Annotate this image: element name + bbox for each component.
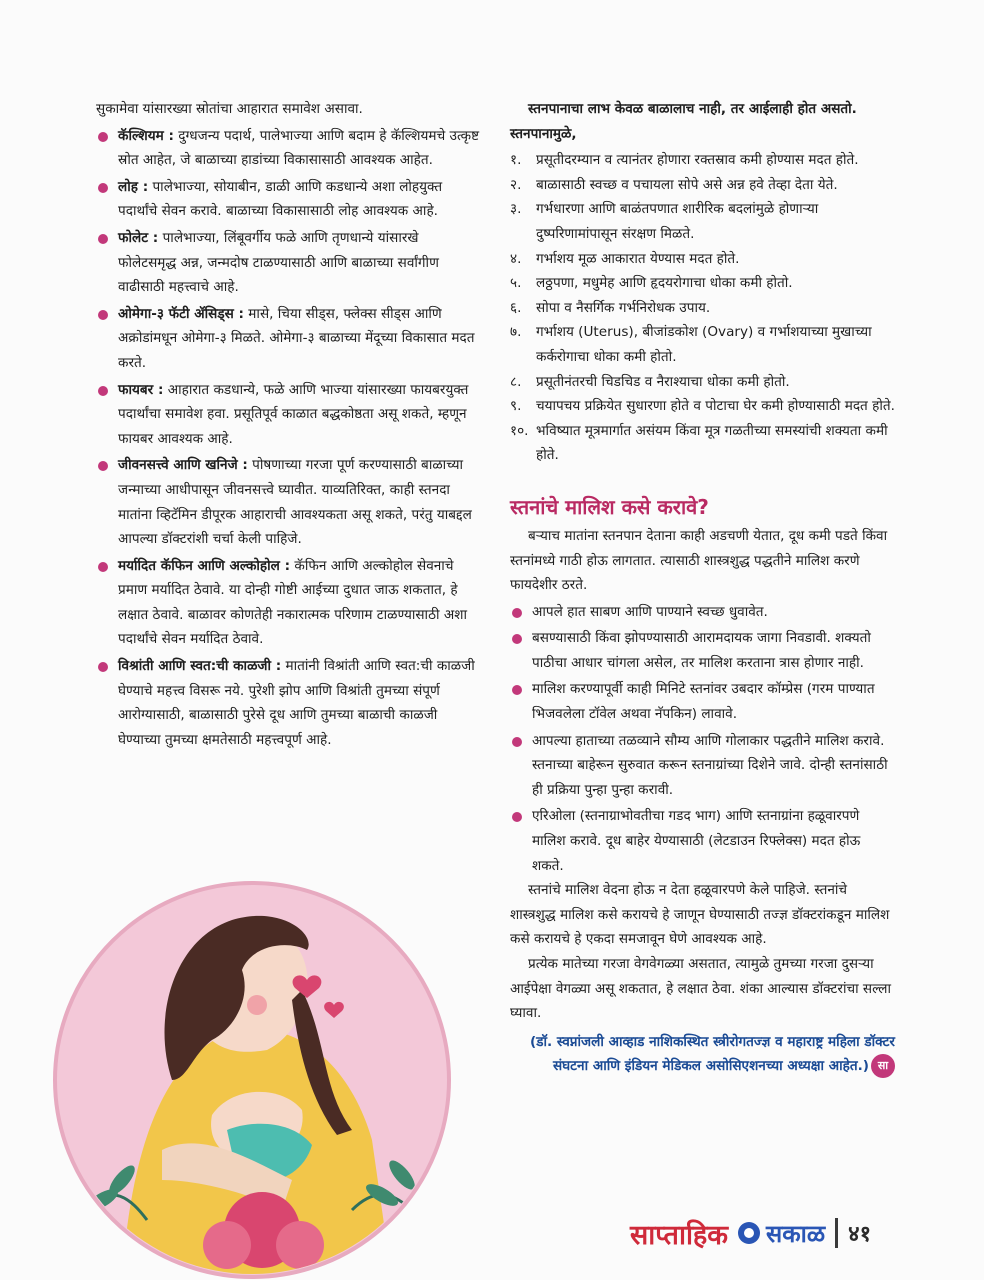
- mother-baby-illustration: [52, 880, 452, 1280]
- magazine-footer: [630, 1212, 871, 1254]
- nutrient-item: [96, 302, 480, 376]
- nutrient-term: ओमेगा-३ फॅटी ॲसिड्स :: [118, 305, 244, 322]
- author-bio-text: (डॉ. स्वप्नांजली आव्हाड नाशिकस्थित स्त्रीरोगतज्ज्ञ व महाराष्ट्र महिला डॉक्टर संघटना आणि इंडियन मेडिकल असोसिएशनच्या अध्यक्षा आहेत.): [530, 1033, 895, 1074]
- benefit-item: [510, 320, 895, 369]
- footer-divider: [835, 1218, 838, 1248]
- nutrient-item: [96, 226, 480, 300]
- nutrient-item: [96, 453, 480, 551]
- nutrient-text: आहारात कडधान्ये, फळे आणि भाज्या यांसारख्या फायबरयुक्त पदार्थांचा समावेश हवा. प्रसूतिपूर्व काळात बद्धकोष्ठता असू शकते, म्हणून फायबर आवश्यक आहे.: [118, 381, 469, 447]
- page-number: ४१: [848, 1222, 872, 1247]
- nutrient-term: फायबर :: [118, 381, 164, 398]
- benefit-number: १.: [510, 152, 522, 169]
- massage-step: आपल्या हाताच्या तळव्याने सौम्य आणि गोलाकार पद्धतीने मालिश करावे. स्तनाच्या बाहेरून सुरुवात करून स्तनाग्रांच्या दिशेने जावे. दोन्ही स्तनांसाठी ही प्रक्रिया पुन्हा पुन्हा करावी.: [510, 729, 895, 803]
- benefit-number: ९.: [510, 398, 522, 415]
- benefit-text: लठ्ठपणा, मधुमेह आणि हृदयरोगाचा धोका कमी होतो.: [536, 275, 793, 292]
- benefit-text: गर्भधारणा आणि बाळंतपणात शारीरिक बदलांमुळे होणाऱ्या दुष्परिणामांपासून संरक्षण मिळते.: [536, 201, 819, 242]
- benefit-item: [510, 197, 895, 246]
- nutrient-item: [96, 124, 480, 173]
- massage-heading: स्तनांचे मालिश कसे करावे?: [510, 494, 709, 519]
- benefit-text: प्रसूतीदरम्यान व त्यानंतर होणारा रक्तस्राव कमी होण्यास मदत होते.: [536, 152, 859, 169]
- benefit-text: प्रसूतीनंतरची चिडचिड व नैराश्याचा धोका कमी होतो.: [536, 373, 790, 390]
- benefit-item: [510, 394, 895, 419]
- nutrient-term: लोह :: [118, 178, 149, 195]
- massage-para-1: स्तनांचे मालिश वेदना होऊ न देता हळूवारपणे केले पाहिजे. स्तनांचे शास्त्रशुद्ध मालिश कसे करायचे हे जाणून घेण्यासाठी तज्ज्ञ डॉक्टरांकडून मालिश कसे करायचे हे एकदा समजावून घेणे आवश्यक आहे.: [510, 882, 890, 948]
- benefit-text: चयापचय प्रक्रियेत सुधारणा होते व पोटाचा घेर कमी होण्यासाठी मदत होते.: [536, 398, 895, 415]
- nutrient-text: दुग्धजन्य पदार्थ, पालेभाज्या आणि बदाम हे कॅल्शियमचे उत्कृष्ट स्रोत आहेत, जे बाळाच्या हाडांच्या विकासासाठी आवश्यक आहेत.: [118, 127, 480, 169]
- massage-steps-list: [510, 600, 895, 879]
- nutrient-item: [96, 654, 480, 752]
- nutrient-text: पोषणाच्या गरजा पूर्ण करण्यासाठी बाळाच्या जन्माच्या आधीपासून जीवनसत्त्वे घ्यावीत. याव्यतिरिक्त, काही स्तनदा मातांना व्हिटॅमिन डीपूरक आहाराची आवश्यकता असू शकते, परंतु याबद्दल आपल्या डॉक्टरांशी चर्चा केली पाहिजे.: [118, 457, 472, 548]
- benefit-text: गर्भाशय मूळ आकारात येण्यास मदत होते.: [536, 250, 740, 267]
- benefit-text: भविष्यात मूत्रमार्गात असंयम किंवा मूत्र गळतीच्या समस्यांची शक्यता कमी होते.: [536, 422, 888, 464]
- nutrient-text: पालेभाज्या, लिंबूवर्गीय फळे आणि तृणधान्ये यांसारखे फोलेटसमृद्ध अन्न, जन्मदोष टाळण्यासाठी आणि बाळाच्या सर्वांगीण वाढीसाठी महत्त्वाचे आहे.: [118, 229, 439, 296]
- massage-intro: बऱ्याच मातांना स्तनपान देताना काही अडचणी येतात, दूध कमी पडते किंवा स्तनांमध्ये गाठी होऊ लागतात. त्यासाठी शास्त्रशुद्ध पद्धतीने मालिश करणे फायदेशीर ठरते.: [510, 527, 888, 594]
- nutrient-text: मातांनी विश्रांती आणि स्वत:ची काळजी घेण्याचे महत्त्व विसरू नये. पुरेशी झोप आणि विश्रांती तुमच्या संपूर्ण आरोग्यासाठी, बाळासाठी पुरेसे दूध आणि तुमच्या बाळाची काळजी घेण्याच्या तुमच्या क्षमतेसाठी महत्त्वपूर्ण आहे.: [118, 658, 475, 748]
- nutrient-item: [96, 554, 480, 652]
- benefit-number: ८.: [510, 373, 522, 390]
- left-column: [96, 97, 480, 752]
- benefit-number: ३.: [510, 201, 522, 218]
- nutrient-item: [96, 175, 480, 224]
- massage-step: मालिश करण्यापूर्वी काही मिनिटे स्तनांवर उबदार कॉम्प्रेस (गरम पाण्यात भिजवलेला टॉवेल अथवा नॅपकिन) लावावे.: [510, 677, 895, 726]
- benefit-item: [510, 370, 895, 395]
- benefit-number: २.: [510, 176, 522, 193]
- brand-sakal: सकाळ: [766, 1219, 826, 1248]
- benefit-item: [510, 247, 895, 272]
- benefit-item: [510, 271, 895, 296]
- massage-step: एरिओला (स्तनाग्राभोवतीचा गडद भाग) आणि स्तनाग्रांना हळूवारपणे मालिश करावे. दूध बाहेर येण्यासाठी (लेटडाउन रिफ्लेक्स) मदत होऊ शकते.: [510, 804, 895, 878]
- benefit-number: ७.: [510, 324, 522, 341]
- nutrient-term: फोलेट :: [118, 229, 159, 246]
- benefit-item: [510, 296, 895, 321]
- nutrient-term: कॅल्शियम :: [118, 127, 174, 144]
- right-column: [510, 97, 895, 1078]
- nutrient-term: मर्यादित कॅफिन आणि अल्कोहोल :: [118, 557, 291, 574]
- nutrient-list: [96, 124, 480, 753]
- benefit-text: गर्भाशय (Uterus), बीजांडकोश (Ovary) व गर्भाशयाच्या मुखाच्या कर्करोगाचा धोका कमी होतो.: [536, 324, 872, 365]
- nutrient-text: पालेभाज्या, सोयाबीन, डाळी आणि कडधान्ये अशा लोहयुक्त पदार्थांचे सेवन करावे. बाळाच्या विकासासाठी लोह आवश्यक आहे.: [118, 178, 443, 220]
- nutrient-item: [96, 378, 480, 452]
- breastfeeding-lead: स्तनपानाचा लाभ केवळ बाळालाच नाही, तर आईलाही होत असतो. स्तनपानामुळे,: [510, 101, 857, 142]
- author-bio: [510, 1030, 895, 1078]
- brand-saptahik: साप्ताहिक: [630, 1219, 729, 1251]
- benefit-item: [510, 419, 895, 468]
- benefit-text: बाळासाठी स्वच्छ व पचायला सोपे असे अन्न हवे तेव्हा देता येते.: [536, 176, 838, 193]
- benefit-number: ५.: [510, 275, 522, 292]
- benefit-number: ४.: [510, 250, 522, 267]
- benefits-list: [510, 148, 895, 468]
- benefit-text: सोपा व नैसर्गिक गर्भनिरोधक उपाय.: [536, 299, 711, 316]
- massage-step: आपले हात साबण आणि पाण्याने स्वच्छ धुवावेत.: [510, 600, 895, 625]
- nutrient-term: जीवनसत्त्वे आणि खनिजे :: [118, 457, 248, 474]
- massage-step: बसण्यासाठी किंवा झोपण्यासाठी आरामदायक जागा निवडावी. शक्यतो पाठीचा आधार चांगला असेल, तर मालिश करताना त्रास होणार नाही.: [510, 626, 895, 675]
- benefit-item: [510, 148, 895, 173]
- benefit-item: [510, 173, 895, 198]
- sakal-logo-icon: [738, 1222, 760, 1244]
- intro-text: सुकामेवा यांसारख्या स्रोतांचा आहारात समावेश असावा.: [96, 101, 363, 117]
- nutrient-term: विश्रांती आणि स्वत:ची काळजी :: [118, 658, 282, 675]
- massage-para-2: प्रत्येक मातेच्या गरजा वेगवेगळ्या असतात, त्यामुळे तुमच्या गरजा दुसऱ्या आईपेक्षा वेगळ्या असू शकतात, हे लक्षात ठेवा. शंका आल्यास डॉक्टरांचा सल्ला घ्यावा.: [510, 956, 891, 1022]
- end-sign-icon: सा: [871, 1054, 895, 1078]
- nutrient-text: मासे, चिया सीड्स, फ्लेक्स सीड्स आणि अक्रोडांमधून ओमेगा-३ मिळते. ओमेगा-३ बाळाच्या मेंदूच्या विकासात मदत करते.: [118, 305, 475, 371]
- nutrient-text: कॅफिन आणि अल्कोहोल सेवनाचे प्रमाण मर्यादित ठेवावे. या दोन्ही गोष्टी आईच्या दुधात जाऊ शकतात, हे लक्षात ठेवावे. बाळावर कोणतेही नकारात्मक परिणाम टाळण्यासाठी अशा पदार्थांचे सेवन मर्यादित ठेवावे.: [118, 557, 467, 648]
- benefit-number: ६.: [510, 299, 522, 316]
- benefit-number: १०.: [510, 422, 529, 439]
